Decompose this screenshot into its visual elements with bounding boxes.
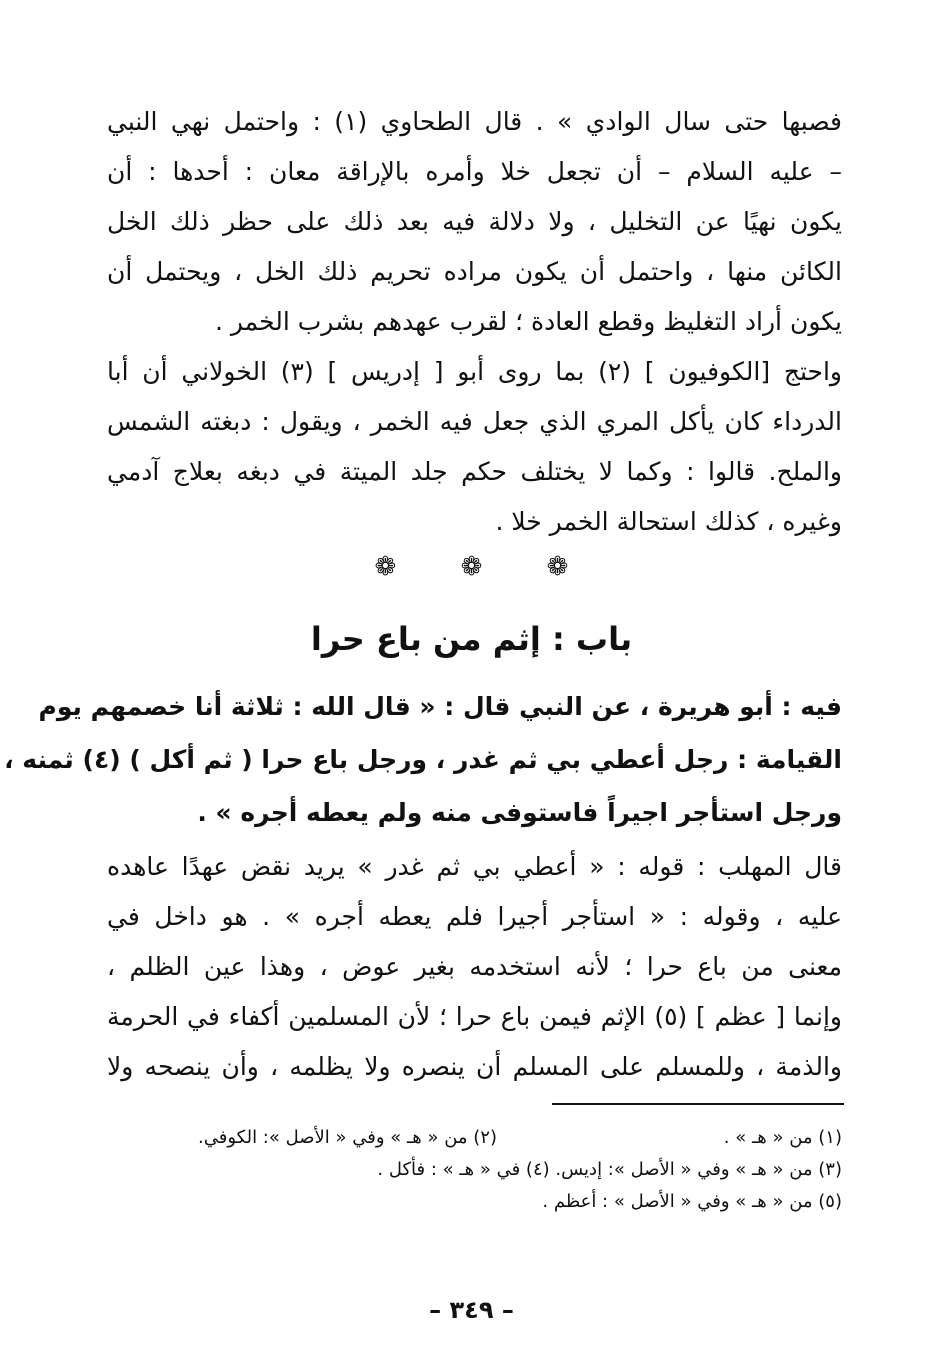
paragraph-tahawi (107, 97, 842, 547)
text-line: قال المهلب : قوله : « أعطي بي ثم غدر » يريد نقض عهدًا عاهده (107, 852, 842, 881)
text-line: الكائن منها ، واحتمل أن يكون مراده تحريم ذلك الخل ، ويحتمل أن (107, 257, 842, 286)
text-line: فصبها حتى سال الوادي » . قال الطحاوي (١) : واحتمل نهي النبي (107, 107, 842, 136)
chapter-heading: باب : إثم من باع حرا (310, 620, 633, 658)
star-ornament-icon: ❁ (546, 552, 569, 582)
text-line: والملح. قالوا : وكما لا يختلف حكم جلد الميتة في دبغه بعلاج آدمي (107, 457, 842, 486)
footnote-row (107, 1122, 842, 1154)
page-number: – ٣٤٩ – (429, 1296, 514, 1324)
star-ornament-icon: ❁ (460, 552, 483, 582)
footnote-5: (٥) من « هـ » وفي « الأصل » : أعظم . (542, 1191, 842, 1212)
text-line: عليه ، وقوله : « استأجر أجيرا فلم يعطه أجره » . هو داخل في (107, 902, 842, 931)
footnote-2: (٢) من « هـ » وفي « الأصل »: الكوفي. (198, 1127, 497, 1148)
footnote-1: (١) من « هـ » . (723, 1127, 842, 1148)
star-ornament-icon: ❁ (374, 552, 397, 582)
text-line: وغيره ، كذلك استحالة الخمر خلا . (495, 507, 842, 536)
text-line: معنى من باع حرا ؛ لأنه استخدمه بغير عوض ، وهذا عين الظلم ، (107, 952, 842, 981)
hadith-line: فيه : أبو هريرة ، عن النبي قال : « قال الله : ثلاثة أنا خصمهم يوم (38, 692, 842, 721)
footnotes (107, 1122, 842, 1218)
paragraph-muhallab (107, 842, 842, 1092)
footnote-row (107, 1186, 842, 1218)
footnote-3-4: (٣) من « هـ » وفي « الأصل »: إديس. (٤) في « هـ » : فأكل . (377, 1159, 842, 1180)
text-line: وإنما [ عظم ] (٥) الإثم فيمن باع حرا ؛ لأن المسلمين أكفاء في الحرمة (107, 1002, 842, 1031)
hadith-line: ورجل استأجر اجيراً فاستوفى منه ولم يعطه أجره » . (197, 798, 842, 827)
text-line: الدرداء كان يأكل المري الذي جعل فيه الخمر ، ويقول : دبغته الشمس (107, 407, 842, 436)
hadith-text (4, 680, 842, 839)
text-line: والذمة ، وللمسلم على المسلم أن ينصره ولا يظلمه ، وأن ينصحه ولا (107, 1052, 842, 1081)
text-line: – عليه السلام – أن تجعل خلا وأمره بالإراقة معان : أحدها : أن (107, 157, 842, 186)
text-line: يكون أراد التغليظ وقطع العادة ؛ لقرب عهدهم بشرب الخمر . (214, 307, 842, 336)
footnote-row (107, 1154, 842, 1186)
section-divider (0, 552, 943, 602)
text-line: واحتج [الكوفيون ] (٢) بما روى أبو [ إدريس ] (٣) الخولاني أن أبا (107, 357, 843, 386)
text-line: يكون نهيًا عن التخليل ، ولا دلالة فيه بعد ذلك على حظر ذلك الخل (107, 207, 842, 236)
footnote-divider (552, 1103, 844, 1105)
hadith-line: القيامة : رجل أعطي بي ثم غدر ، ورجل باع حرا ( ثم أكل ) (٤) ثمنه ، (4, 745, 842, 774)
